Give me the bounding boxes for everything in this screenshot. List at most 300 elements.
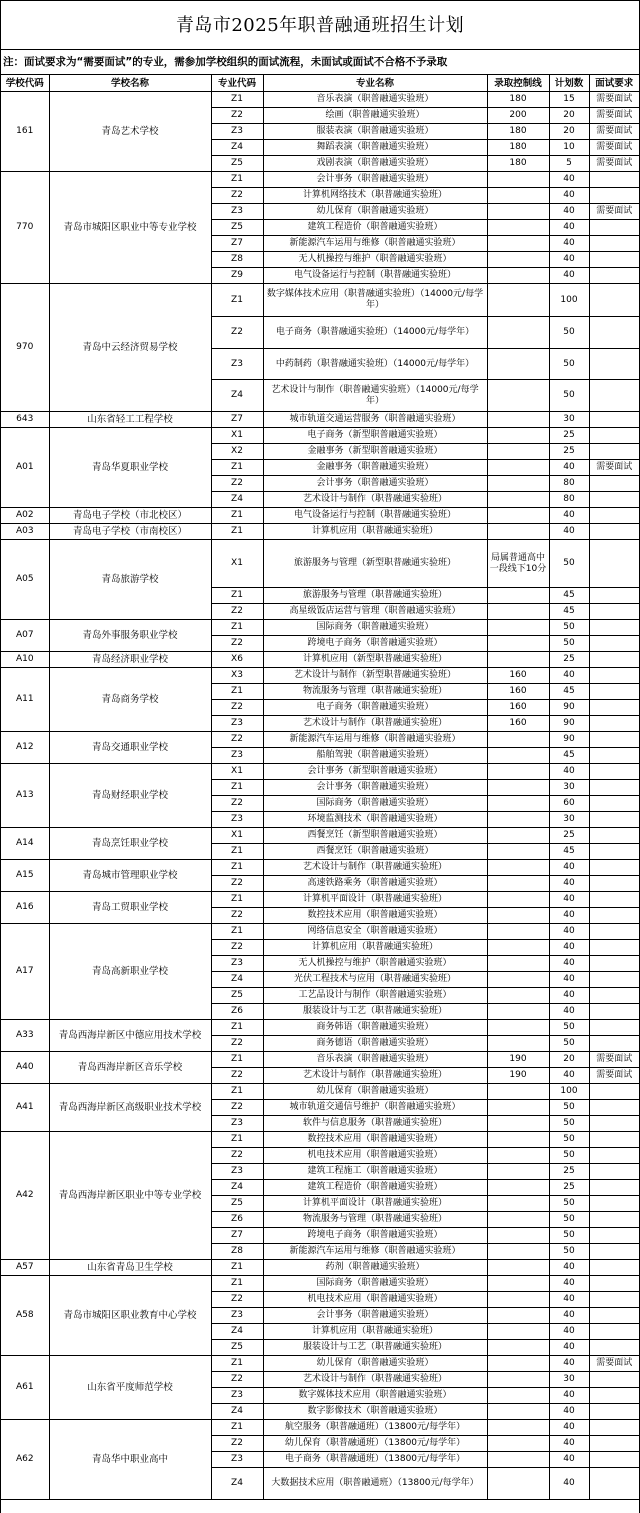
admission-line bbox=[487, 1468, 549, 1500]
major-code: X1 bbox=[211, 428, 263, 444]
school-code: A15 bbox=[1, 860, 49, 892]
plan-count: 50 bbox=[549, 349, 589, 380]
plan-count: 50 bbox=[549, 1036, 589, 1052]
major-name: 音乐表演（职普融通实验班） bbox=[263, 1052, 487, 1068]
major-code: Z3 bbox=[211, 1308, 263, 1324]
admission-line bbox=[487, 172, 549, 188]
major-code: Z1 bbox=[211, 508, 263, 524]
plan-count: 40 bbox=[549, 1340, 589, 1356]
table-row bbox=[1, 764, 639, 780]
table-body bbox=[1, 92, 639, 1500]
school-code: A62 bbox=[1, 1420, 49, 1500]
school-name: 青岛艺术学校 bbox=[49, 92, 211, 172]
school-code: A41 bbox=[1, 1084, 49, 1132]
interview-requirement bbox=[589, 908, 639, 924]
table-row bbox=[1, 508, 639, 524]
school-code: A61 bbox=[1, 1356, 49, 1420]
school-code: 161 bbox=[1, 92, 49, 172]
admission-line bbox=[487, 1308, 549, 1324]
major-code: X3 bbox=[211, 668, 263, 684]
admission-line bbox=[487, 1436, 549, 1452]
major-code: Z1 bbox=[211, 860, 263, 876]
major-code: Z1 bbox=[211, 588, 263, 604]
admission-line bbox=[487, 1100, 549, 1116]
interview-requirement bbox=[589, 380, 639, 412]
admission-line bbox=[487, 460, 549, 476]
interview-requirement bbox=[589, 1084, 639, 1100]
major-code: Z9 bbox=[211, 268, 263, 284]
plan-count: 50 bbox=[549, 1196, 589, 1212]
major-name: 服装设计与工艺（职普融通实验班） bbox=[263, 1004, 487, 1020]
major-name: 金融事务（新型职普融通实验班） bbox=[263, 444, 487, 460]
major-name: 跨境电子商务（职普融通实验班） bbox=[263, 1228, 487, 1244]
plan-count: 50 bbox=[549, 317, 589, 349]
major-code: Z2 bbox=[211, 876, 263, 892]
major-name: 无人机操控与维护（职普融通实验班） bbox=[263, 252, 487, 268]
admission-line bbox=[487, 188, 549, 204]
interview-requirement bbox=[589, 812, 639, 828]
major-code: Z2 bbox=[211, 188, 263, 204]
interview-requirement bbox=[589, 764, 639, 780]
plan-count: 40 bbox=[549, 268, 589, 284]
major-code: Z3 bbox=[211, 956, 263, 972]
major-name: 高速铁路乘务（职普融通实验班） bbox=[263, 876, 487, 892]
school-name: 青岛旅游学校 bbox=[49, 540, 211, 620]
table-row bbox=[1, 1132, 639, 1148]
major-code: Z4 bbox=[211, 972, 263, 988]
major-name: 机电技术应用（职普融通实验班） bbox=[263, 1292, 487, 1308]
interview-requirement: 需要面试 bbox=[589, 1356, 639, 1372]
major-code: Z2 bbox=[211, 1100, 263, 1116]
admission-line bbox=[487, 1372, 549, 1388]
school-code: A57 bbox=[1, 1260, 49, 1276]
major-name: 服装表演（职普融通实验班） bbox=[263, 124, 487, 140]
interview-requirement bbox=[589, 508, 639, 524]
plan-count: 60 bbox=[549, 796, 589, 812]
major-name: 药剂（职普融通实验班） bbox=[263, 1260, 487, 1276]
plan-count: 20 bbox=[549, 108, 589, 124]
school-code: A02 bbox=[1, 508, 49, 524]
interview-requirement bbox=[589, 1388, 639, 1404]
header-school-name: 学校名称 bbox=[49, 75, 211, 92]
major-name: 物流服务与管理（职普融通实验班） bbox=[263, 684, 487, 700]
interview-requirement: 需要面试 bbox=[589, 156, 639, 172]
major-name: 数字媒体技术应用（职普融通实验班）（14000元/每学年） bbox=[263, 284, 487, 317]
interview-requirement bbox=[589, 1324, 639, 1340]
table-row bbox=[1, 668, 639, 684]
major-code: Z1 bbox=[211, 892, 263, 908]
major-name: 商务德语（职普融通实验班） bbox=[263, 1036, 487, 1052]
school-code: A58 bbox=[1, 1276, 49, 1356]
interview-requirement: 需要面试 bbox=[589, 1068, 639, 1084]
plan-count: 50 bbox=[549, 1116, 589, 1132]
plan-count: 100 bbox=[549, 1084, 589, 1100]
school-code: A05 bbox=[1, 540, 49, 620]
school-name: 青岛华夏职业学校 bbox=[49, 428, 211, 508]
major-name: 计算机应用（职普融通实验班） bbox=[263, 524, 487, 540]
plan-count: 30 bbox=[549, 780, 589, 796]
interview-requirement: 需要面试 bbox=[589, 124, 639, 140]
school-name: 青岛西海岸新区中德应用技术学校 bbox=[49, 1020, 211, 1052]
interview-requirement: 需要面试 bbox=[589, 204, 639, 220]
plan-count: 40 bbox=[549, 1404, 589, 1420]
interview-note: 注：面试要求为“需要面试”的专业，需参加学校组织的面试流程，未面试或面试不合格不予录取 bbox=[1, 50, 639, 75]
major-code: Z1 bbox=[211, 780, 263, 796]
interview-requirement bbox=[589, 604, 639, 620]
major-code: X1 bbox=[211, 540, 263, 588]
plan-count: 40 bbox=[549, 1292, 589, 1308]
major-code: Z6 bbox=[211, 1004, 263, 1020]
interview-requirement bbox=[589, 860, 639, 876]
plan-count: 50 bbox=[549, 380, 589, 412]
interview-requirement bbox=[589, 652, 639, 668]
school-code: 770 bbox=[1, 172, 49, 284]
interview-requirement: 需要面试 bbox=[589, 108, 639, 124]
header-school-code: 学校代码 bbox=[1, 75, 49, 92]
admission-line bbox=[487, 636, 549, 652]
interview-requirement bbox=[589, 892, 639, 908]
plan-count: 45 bbox=[549, 588, 589, 604]
school-name: 青岛西海岸新区高级职业技术学校 bbox=[49, 1084, 211, 1132]
major-name: 机电技术应用（职普融通实验班） bbox=[263, 1148, 487, 1164]
header-major-name: 专业名称 bbox=[263, 75, 487, 92]
major-name: 会计事务（职普融通实验班） bbox=[263, 476, 487, 492]
admission-line bbox=[487, 1180, 549, 1196]
table-row bbox=[1, 428, 639, 444]
major-name: 船舶驾驶（职普融通实验班） bbox=[263, 748, 487, 764]
admission-line bbox=[487, 476, 549, 492]
major-name: 服装设计与工艺（职普融通实验班） bbox=[263, 1340, 487, 1356]
admission-line bbox=[487, 956, 549, 972]
admission-line bbox=[487, 764, 549, 780]
admission-line bbox=[487, 220, 549, 236]
plan-count: 40 bbox=[549, 860, 589, 876]
interview-requirement bbox=[589, 844, 639, 860]
admission-line bbox=[487, 508, 549, 524]
admission-line: 190 bbox=[487, 1052, 549, 1068]
major-name: 艺术设计与制作（新型职普融通实验班） bbox=[263, 668, 487, 684]
admission-line bbox=[487, 588, 549, 604]
major-name: 旅游服务与管理（新型职普融通实验班） bbox=[263, 540, 487, 588]
header-plan-count: 计划数 bbox=[549, 75, 589, 92]
major-code: Z2 bbox=[211, 796, 263, 812]
admission-line bbox=[487, 284, 549, 317]
major-name: 无人机操控与维护（职普融通实验班） bbox=[263, 956, 487, 972]
interview-requirement bbox=[589, 1468, 639, 1500]
major-name: 计算机应用（职普融通实验班） bbox=[263, 940, 487, 956]
interview-requirement bbox=[589, 236, 639, 252]
major-name: 计算机平面设计（职普融通实验班） bbox=[263, 1196, 487, 1212]
major-code: Z7 bbox=[211, 412, 263, 428]
major-name: 计算机应用（新型职普融通实验班） bbox=[263, 652, 487, 668]
interview-requirement bbox=[589, 492, 639, 508]
major-name: 金融事务（职普融通实验班） bbox=[263, 460, 487, 476]
plan-count: 40 bbox=[549, 668, 589, 684]
plan-count: 50 bbox=[549, 1100, 589, 1116]
admission-line: 180 bbox=[487, 140, 549, 156]
interview-requirement bbox=[589, 349, 639, 380]
school-name: 青岛高新职业学校 bbox=[49, 924, 211, 1020]
interview-requirement bbox=[589, 444, 639, 460]
admission-line bbox=[487, 1324, 549, 1340]
plan-count: 40 bbox=[549, 908, 589, 924]
school-code: A33 bbox=[1, 1020, 49, 1052]
plan-count: 50 bbox=[549, 540, 589, 588]
interview-requirement bbox=[589, 1228, 639, 1244]
major-code: Z1 bbox=[211, 524, 263, 540]
plan-count: 20 bbox=[549, 124, 589, 140]
admission-line bbox=[487, 1084, 549, 1100]
major-code: Z2 bbox=[211, 1036, 263, 1052]
admission-line bbox=[487, 940, 549, 956]
admission-line bbox=[487, 812, 549, 828]
header-interview-requirement: 面试要求 bbox=[589, 75, 639, 92]
plan-count: 20 bbox=[549, 1052, 589, 1068]
major-name: 国际商务（职普融通实验班） bbox=[263, 796, 487, 812]
interview-requirement bbox=[589, 956, 639, 972]
table-row bbox=[1, 1084, 639, 1100]
plan-count: 40 bbox=[549, 956, 589, 972]
major-name: 计算机网络技术（职普融通实验班） bbox=[263, 188, 487, 204]
major-code: Z1 bbox=[211, 684, 263, 700]
plan-count: 40 bbox=[549, 1452, 589, 1468]
plan-count: 40 bbox=[549, 1308, 589, 1324]
interview-requirement bbox=[589, 284, 639, 317]
admission-line bbox=[487, 860, 549, 876]
plan-count: 40 bbox=[549, 236, 589, 252]
major-code: Z1 bbox=[211, 284, 263, 317]
major-name: 音乐表演（职普融通实验班） bbox=[263, 92, 487, 108]
admission-line bbox=[487, 732, 549, 748]
major-name: 戏剧表演（职普融通实验班） bbox=[263, 156, 487, 172]
major-name: 西餐烹饪（职普融通实验班） bbox=[263, 844, 487, 860]
admission-line bbox=[487, 1132, 549, 1148]
table-row bbox=[1, 1260, 639, 1276]
admission-line bbox=[487, 1388, 549, 1404]
admission-line bbox=[487, 876, 549, 892]
plan-count: 25 bbox=[549, 1180, 589, 1196]
plan-count: 45 bbox=[549, 748, 589, 764]
interview-requirement bbox=[589, 716, 639, 732]
school-code: A14 bbox=[1, 828, 49, 860]
plan-count: 80 bbox=[549, 492, 589, 508]
admission-line bbox=[487, 1340, 549, 1356]
admission-line bbox=[487, 1420, 549, 1436]
major-name: 电子商务（职普融通实验班）（14000元/每学年） bbox=[263, 317, 487, 349]
major-code: Z4 bbox=[211, 380, 263, 412]
school-code: A42 bbox=[1, 1132, 49, 1260]
table-row bbox=[1, 524, 639, 540]
plan-count: 80 bbox=[549, 476, 589, 492]
plan-count: 50 bbox=[549, 1228, 589, 1244]
interview-requirement bbox=[589, 1452, 639, 1468]
table-row bbox=[1, 1052, 639, 1068]
major-code: Z3 bbox=[211, 204, 263, 220]
major-name: 数字影像技术（职普融通实验班） bbox=[263, 1404, 487, 1420]
admission-line bbox=[487, 1212, 549, 1228]
major-name: 高星级饭店运营与管理（职普融通实验班） bbox=[263, 604, 487, 620]
major-name: 艺术设计与制作（职普融通实验班） bbox=[263, 1068, 487, 1084]
plan-count: 25 bbox=[549, 444, 589, 460]
school-name: 青岛电子学校（市北校区） bbox=[49, 508, 211, 524]
major-code: Z4 bbox=[211, 1324, 263, 1340]
major-name: 航空服务（职普融通班）（13800元/每学年） bbox=[263, 1420, 487, 1436]
admission-line bbox=[487, 844, 549, 860]
major-name: 建筑工程造价（职普融通实验班） bbox=[263, 220, 487, 236]
major-code: Z2 bbox=[211, 108, 263, 124]
major-code: Z5 bbox=[211, 156, 263, 172]
page-title: 青岛市2025年职普融通班招生计划 bbox=[1, 0, 639, 50]
plan-count: 40 bbox=[549, 172, 589, 188]
plan-count: 25 bbox=[549, 428, 589, 444]
major-name: 会计事务（职普融通实验班） bbox=[263, 172, 487, 188]
plan-count: 40 bbox=[549, 1388, 589, 1404]
major-code: Z3 bbox=[211, 716, 263, 732]
interview-requirement bbox=[589, 828, 639, 844]
major-name: 工艺品设计与制作（职普融通实验班） bbox=[263, 988, 487, 1004]
interview-requirement bbox=[589, 684, 639, 700]
interview-requirement bbox=[589, 1196, 639, 1212]
interview-requirement bbox=[589, 1420, 639, 1436]
interview-requirement bbox=[589, 972, 639, 988]
plan-count: 50 bbox=[549, 1020, 589, 1036]
school-code: A12 bbox=[1, 732, 49, 764]
plan-count: 30 bbox=[549, 812, 589, 828]
major-code: Z1 bbox=[211, 1420, 263, 1436]
major-code: Z2 bbox=[211, 732, 263, 748]
table-row bbox=[1, 828, 639, 844]
major-name: 中药制药（职普融通实验班）（14000元/每学年） bbox=[263, 349, 487, 380]
school-name: 青岛经济职业学校 bbox=[49, 652, 211, 668]
table-row bbox=[1, 1020, 639, 1036]
major-name: 计算机平面设计（职普融通实验班） bbox=[263, 892, 487, 908]
major-name: 会计事务（新型职普融通实验班） bbox=[263, 764, 487, 780]
school-code: A13 bbox=[1, 764, 49, 828]
interview-requirement bbox=[589, 636, 639, 652]
interview-requirement bbox=[589, 940, 639, 956]
interview-requirement bbox=[589, 748, 639, 764]
plan-count: 40 bbox=[549, 252, 589, 268]
major-name: 艺术设计与制作（职普融通实验班） bbox=[263, 1372, 487, 1388]
admission-line bbox=[487, 1148, 549, 1164]
admission-line: 180 bbox=[487, 156, 549, 172]
major-code: Z1 bbox=[211, 620, 263, 636]
admission-line: 180 bbox=[487, 124, 549, 140]
admission-line bbox=[487, 1116, 549, 1132]
interview-requirement bbox=[589, 588, 639, 604]
major-code: Z5 bbox=[211, 1196, 263, 1212]
school-code: A01 bbox=[1, 428, 49, 508]
school-name: 山东省青岛卫生学校 bbox=[49, 1260, 211, 1276]
admission-line bbox=[487, 780, 549, 796]
school-name: 山东省轻工工程学校 bbox=[49, 412, 211, 428]
major-name: 新能源汽车运用与维修（职普融通实验班） bbox=[263, 236, 487, 252]
plan-count: 30 bbox=[549, 1372, 589, 1388]
interview-requirement bbox=[589, 476, 639, 492]
major-code: Z2 bbox=[211, 940, 263, 956]
major-code: Z1 bbox=[211, 844, 263, 860]
interview-requirement bbox=[589, 188, 639, 204]
interview-requirement bbox=[589, 796, 639, 812]
major-code: Z7 bbox=[211, 236, 263, 252]
header-admission-line: 录取控制线 bbox=[487, 75, 549, 92]
plan-count: 30 bbox=[549, 412, 589, 428]
major-code: Z1 bbox=[211, 1132, 263, 1148]
admission-line bbox=[487, 1404, 549, 1420]
admission-line bbox=[487, 1164, 549, 1180]
interview-requirement bbox=[589, 1276, 639, 1292]
header-major-code: 专业代码 bbox=[211, 75, 263, 92]
plan-count: 25 bbox=[549, 828, 589, 844]
admission-line bbox=[487, 1356, 549, 1372]
interview-requirement bbox=[589, 1372, 639, 1388]
admission-line bbox=[487, 444, 549, 460]
plan-count: 90 bbox=[549, 732, 589, 748]
interview-requirement bbox=[589, 620, 639, 636]
major-code: Z3 bbox=[211, 124, 263, 140]
school-name: 青岛市城阳区职业教育中心学校 bbox=[49, 1276, 211, 1356]
plan-count: 40 bbox=[549, 1324, 589, 1340]
school-name: 青岛交通职业学校 bbox=[49, 732, 211, 764]
major-code: Z4 bbox=[211, 492, 263, 508]
major-code: Z1 bbox=[211, 92, 263, 108]
interview-requirement bbox=[589, 220, 639, 236]
major-name: 西餐烹饪（新型职普融通实验班） bbox=[263, 828, 487, 844]
major-code: Z6 bbox=[211, 1212, 263, 1228]
admission-line bbox=[487, 828, 549, 844]
major-code: Z1 bbox=[211, 924, 263, 940]
admission-line bbox=[487, 972, 549, 988]
interview-requirement bbox=[589, 252, 639, 268]
table-row bbox=[1, 924, 639, 940]
school-code: A03 bbox=[1, 524, 49, 540]
admission-line bbox=[487, 412, 549, 428]
plan-count: 40 bbox=[549, 204, 589, 220]
admission-line bbox=[487, 1452, 549, 1468]
interview-requirement: 需要面试 bbox=[589, 92, 639, 108]
major-name: 电子商务（职普融通班）（13800元/每学年） bbox=[263, 1452, 487, 1468]
major-code: Z1 bbox=[211, 1020, 263, 1036]
school-name: 青岛中云经济贸易学校 bbox=[49, 284, 211, 412]
plan-count: 50 bbox=[549, 1244, 589, 1260]
major-name: 旅游服务与管理（职普融通实验班） bbox=[263, 588, 487, 604]
plan-count: 40 bbox=[549, 1260, 589, 1276]
interview-requirement bbox=[589, 1164, 639, 1180]
major-name: 城市轨道交通运营服务（职普融通实验班） bbox=[263, 412, 487, 428]
major-name: 国际商务（职普融通实验班） bbox=[263, 620, 487, 636]
major-code: Z2 bbox=[211, 700, 263, 716]
table-row bbox=[1, 892, 639, 908]
plan-count: 40 bbox=[549, 1420, 589, 1436]
interview-requirement bbox=[589, 668, 639, 684]
interview-requirement bbox=[589, 1340, 639, 1356]
plan-count: 40 bbox=[549, 1436, 589, 1452]
plan-count: 40 bbox=[549, 460, 589, 476]
admission-line bbox=[487, 908, 549, 924]
table-row bbox=[1, 1276, 639, 1292]
plan-count: 45 bbox=[549, 844, 589, 860]
table-row bbox=[1, 412, 639, 428]
school-name: 青岛商务学校 bbox=[49, 668, 211, 732]
major-code: Z2 bbox=[211, 1068, 263, 1084]
major-code: X6 bbox=[211, 652, 263, 668]
school-code: A07 bbox=[1, 620, 49, 652]
school-name: 山东省平度师范学校 bbox=[49, 1356, 211, 1420]
table-row bbox=[1, 1420, 639, 1436]
major-name: 电气设备运行与控制（职普融通实验班） bbox=[263, 268, 487, 284]
plan-count: 40 bbox=[549, 1068, 589, 1084]
plan-count: 40 bbox=[549, 1356, 589, 1372]
